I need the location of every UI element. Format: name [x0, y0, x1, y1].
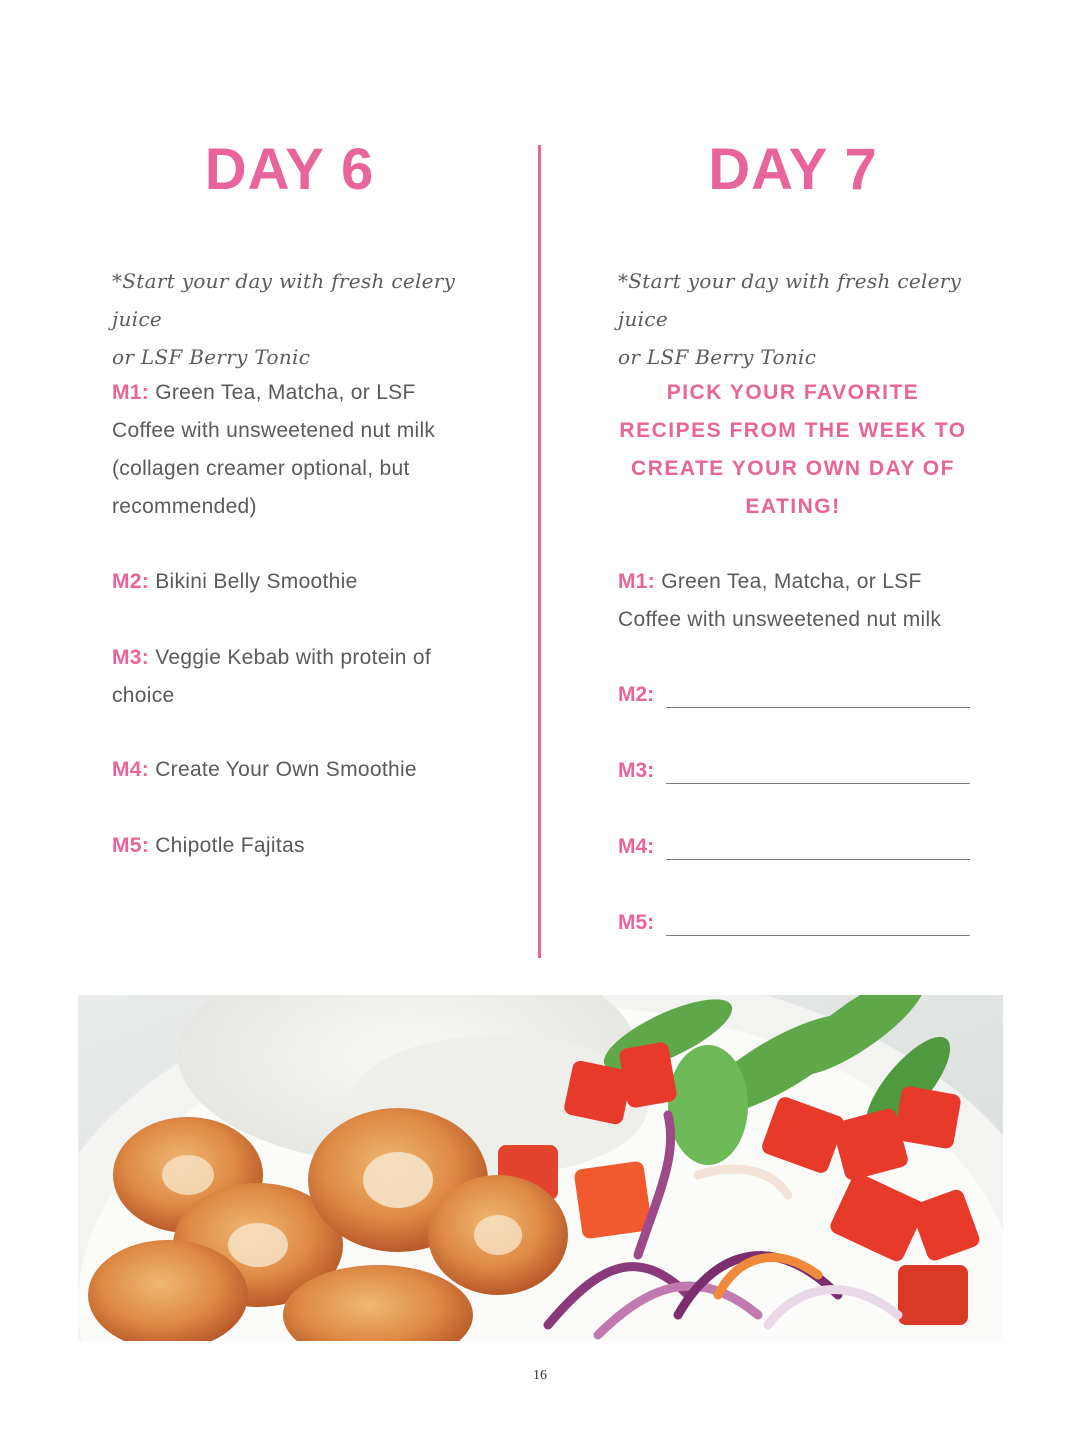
meal-label: M3:	[618, 759, 655, 782]
day-7-meal-1: M1: Green Tea, Matcha, or LSF Coffee with unsweetened nut milk	[618, 570, 942, 631]
day-7-meal-5-blank[interactable]	[618, 904, 970, 942]
day-6-title: DAY 6	[204, 137, 375, 202]
write-in-line[interactable]	[666, 935, 970, 936]
meal-label: M4:	[112, 758, 150, 781]
food-bowl-photo	[78, 995, 1003, 1341]
day-7-meal-4-blank[interactable]	[618, 828, 970, 866]
day-7-meal-2-blank[interactable]	[618, 676, 970, 714]
day-6-meal-1: M1: Green Tea, Matcha, or LSF Coffee with unsweetened nut milk (collagen creamer optional, but recommended)	[112, 381, 436, 518]
day-7-meal-3-blank[interactable]	[618, 752, 970, 790]
day-7-intro: *Start your day with fresh celery juice or LSF Berry Tonic	[618, 269, 962, 369]
page-number: 16	[533, 1368, 547, 1383]
day-6-meal-2: M2: Bikini Belly Smoothie	[112, 570, 358, 593]
write-in-line[interactable]	[666, 783, 970, 784]
day-6-meal-5: M5: Chipotle Fajitas	[112, 834, 305, 857]
meal-label: M2:	[112, 570, 150, 593]
meal-label: M1:	[618, 570, 656, 593]
meal-label: M2:	[618, 683, 655, 706]
day-6-meal-4: M4: Create Your Own Smoothie	[112, 758, 417, 781]
day-7-callout: PICK YOUR FAVORITE RECIPES FROM THE WEEK TO CREATE YOUR OWN DAY OF EATING!	[619, 381, 967, 518]
meal-label: M1:	[112, 381, 150, 404]
write-in-line[interactable]	[666, 859, 970, 860]
column-divider	[538, 145, 541, 958]
meal-label: M3:	[112, 646, 150, 669]
day-7-title: DAY 7	[708, 137, 878, 202]
write-in-line[interactable]	[666, 707, 970, 708]
meal-label: M5:	[618, 911, 655, 934]
meal-label: M5:	[112, 834, 150, 857]
day-6-meal-3: M3: Veggie Kebab with protein of choice	[112, 646, 431, 707]
meal-label: M4:	[618, 835, 655, 858]
day-6-intro: *Start your day with fresh celery juice or LSF Berry Tonic	[112, 269, 456, 369]
